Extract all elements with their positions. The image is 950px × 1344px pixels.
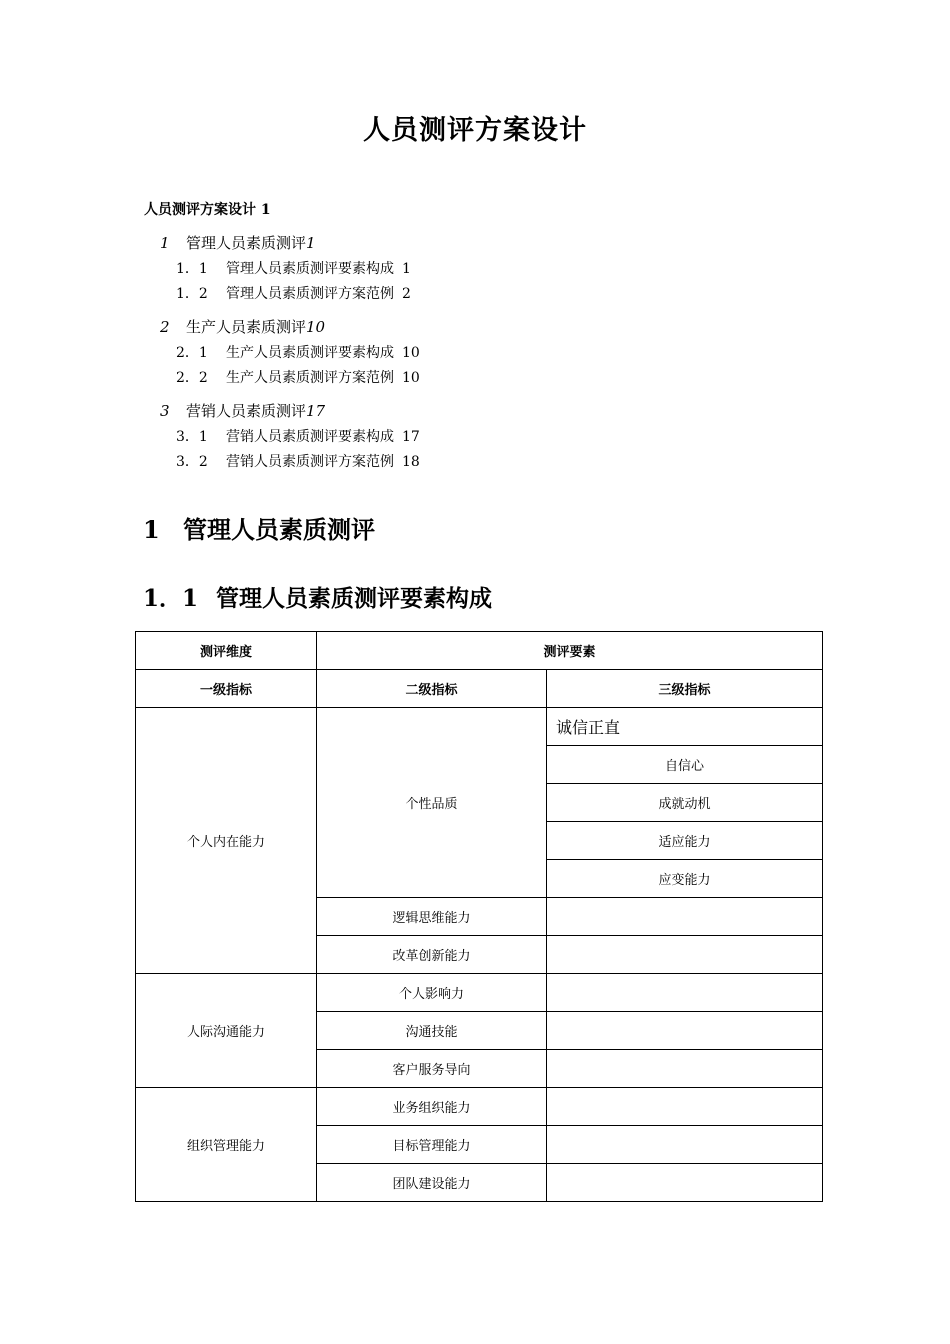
level3-cell: 应变能力 (547, 860, 823, 898)
level3-cell: 成就动机 (547, 784, 823, 822)
table-row (136, 1088, 823, 1126)
toc-entry-page: 17 (306, 402, 326, 420)
level3-cell-empty (547, 1164, 823, 1202)
toc-entry-page: 10 (306, 318, 326, 336)
section-heading-1 (143, 510, 375, 545)
level3-cell-empty (547, 1050, 823, 1088)
level1-cell: 人际沟通能力 (136, 974, 317, 1088)
level3-cell-empty (547, 1012, 823, 1050)
toc-entry-text: 生产人员素质测评方案范例 (226, 370, 394, 386)
level3-cell: 适应能力 (547, 822, 823, 860)
table-header-row (136, 632, 823, 670)
header-level3: 三级指标 (547, 670, 823, 708)
header-dimension: 测评维度 (136, 632, 317, 670)
level2-cell: 客户服务导向 (317, 1050, 547, 1088)
toc-entry-text: 管理人员素质测评要素构成 (226, 261, 394, 277)
level3-cell: 自信心 (547, 746, 823, 784)
level2-cell: 沟通技能 (317, 1012, 547, 1050)
table-header-row (136, 670, 823, 708)
toc-entry-text: 管理人员素质测评 (186, 234, 307, 252)
section-title: 管理人员素质测评 (183, 515, 375, 544)
level3-cell-empty (547, 1088, 823, 1126)
level2-cell: 逻辑思维能力 (317, 898, 547, 936)
toc-entry-text: 营销人员素质测评 (186, 402, 307, 420)
level2-cell: 改革创新能力 (317, 936, 547, 974)
toc-entry-number: 2．2 (176, 370, 208, 386)
toc-entry-text: 管理人员素质测评方案范例 (226, 286, 394, 302)
toc-title: 人员测评方案设计 1 (144, 202, 271, 218)
table-row (136, 974, 823, 1012)
level3-cell-empty (547, 1126, 823, 1164)
header-elements: 测评要素 (317, 632, 823, 670)
toc-entry-number: 2．1 (176, 345, 208, 361)
level1-cell: 个人内在能力 (136, 708, 317, 974)
toc-entry-3[interactable] (160, 400, 325, 421)
toc-entry-page: 1 (402, 261, 411, 277)
level2-cell: 团队建设能力 (317, 1164, 547, 1202)
toc-entry-number: 2 (160, 318, 170, 336)
toc-entry-number: 1．2 (176, 286, 208, 302)
toc-entry-page: 17 (402, 429, 420, 445)
toc-entry-page: 10 (402, 370, 420, 386)
header-level2: 二级指标 (317, 670, 547, 708)
level2-cell: 业务组织能力 (317, 1088, 547, 1126)
section-number: 1 (143, 515, 160, 544)
toc-entry-number: 3 (160, 402, 170, 420)
toc-entry-2-2[interactable] (176, 367, 420, 387)
toc-entry-1-1[interactable] (176, 258, 411, 278)
table-row (136, 708, 823, 746)
toc-entry-page: 2 (402, 286, 411, 302)
toc-entry-page: 18 (402, 454, 420, 470)
toc-entry-text: 生产人员素质测评 (186, 318, 307, 336)
toc-entry-2-1[interactable] (176, 342, 420, 362)
toc-entry-page: 1 (306, 234, 316, 252)
evaluation-elements-table (135, 631, 823, 1202)
toc-entry-number: 3．2 (176, 454, 208, 470)
level3-cell: 诚信正直 (547, 708, 823, 746)
level2-cell: 个人影响力 (317, 974, 547, 1012)
toc-entry-number: 1 (160, 234, 170, 252)
toc-entry-3-1[interactable] (176, 426, 420, 446)
document-title: 人员测评方案设计 (363, 115, 587, 146)
toc-entry-3-2[interactable] (176, 451, 420, 471)
toc-entry-text: 生产人员素质测评要素构成 (226, 345, 394, 361)
level3-cell-empty (547, 936, 823, 974)
toc-entry-number: 3．1 (176, 429, 208, 445)
level2-cell: 个性品质 (317, 708, 547, 898)
header-level1: 一级指标 (136, 670, 317, 708)
section-number: 1．1 (143, 585, 199, 612)
toc-entry-page: 10 (402, 345, 420, 361)
level2-cell: 目标管理能力 (317, 1126, 547, 1164)
section-heading-1-1 (143, 580, 492, 613)
toc-entry-text: 营销人员素质测评方案范例 (226, 454, 394, 470)
toc-entry-1-2[interactable] (176, 283, 411, 303)
section-title: 管理人员素质测评要素构成 (216, 585, 492, 612)
toc-entry-2[interactable] (160, 316, 325, 337)
toc-entry-number: 1．1 (176, 261, 208, 277)
level3-cell-empty (547, 898, 823, 936)
toc-entry-text: 营销人员素质测评要素构成 (226, 429, 394, 445)
level1-cell: 组织管理能力 (136, 1088, 317, 1202)
toc-entry-1[interactable] (160, 232, 316, 253)
level3-cell-empty (547, 974, 823, 1012)
